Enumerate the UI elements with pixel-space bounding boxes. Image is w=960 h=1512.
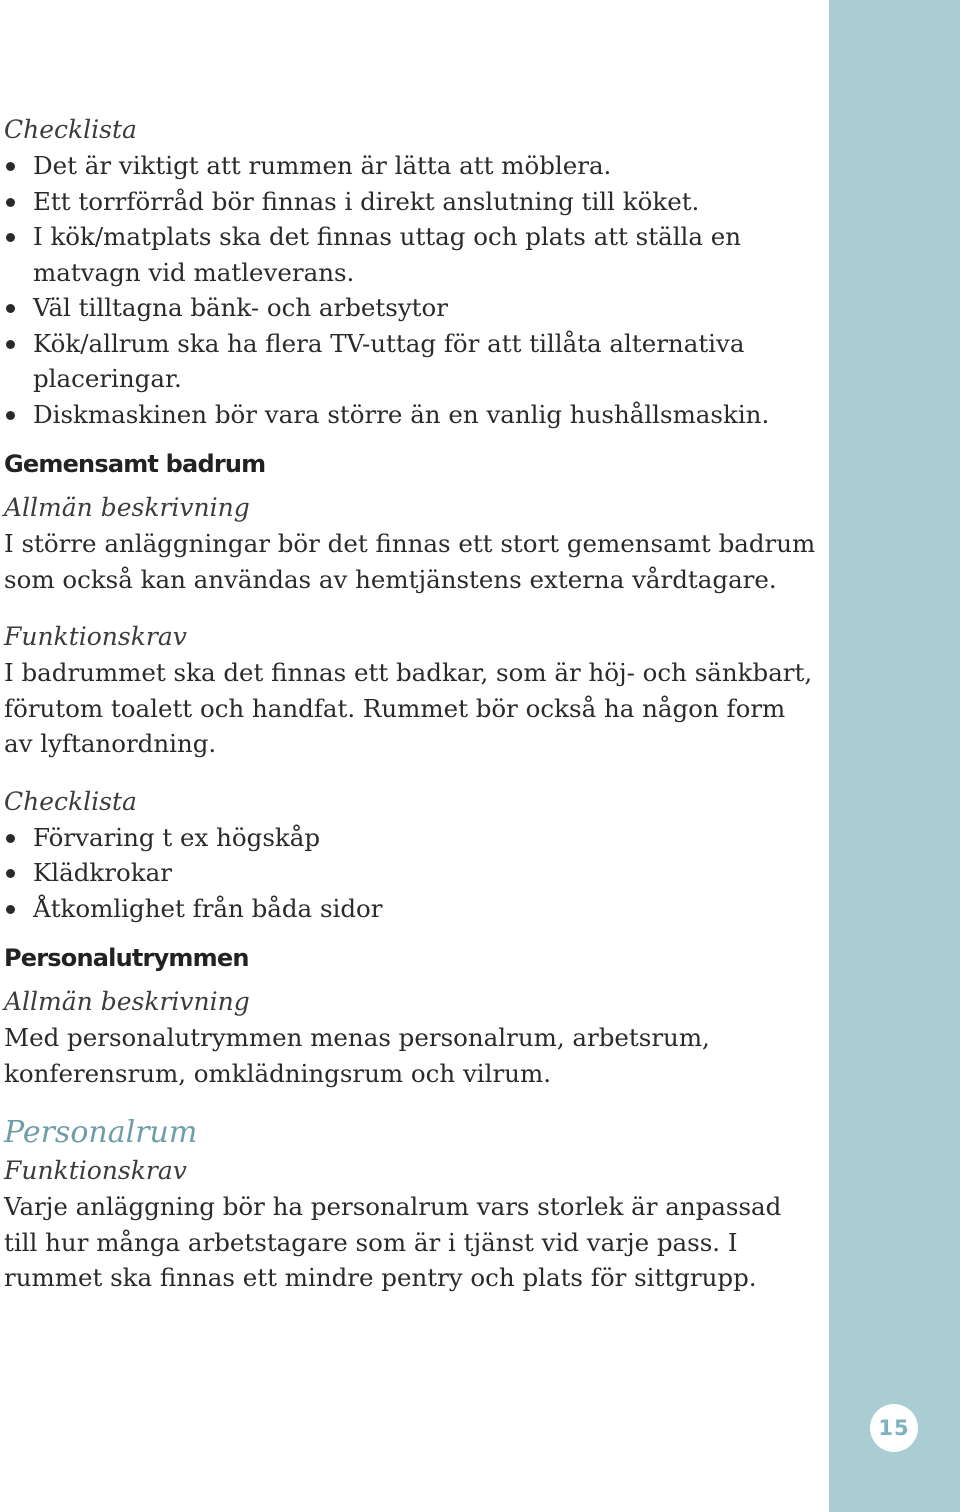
- staff-description-text: Med personalutrymmen menas personalrum, arbetsrum, konferensrum, omklädningsrum och vilrum.: [4, 1023, 710, 1088]
- list-item: Väl tilltagna bänk- och arbetsytor: [4, 290, 819, 326]
- list-item: I kök/matplats ska det finnas uttag och plats att ställa en matvagn vid matleverans.: [4, 219, 819, 290]
- page-number: 15: [878, 1416, 910, 1440]
- list-item: Ett torrförråd bör finnas i direkt anslutning till köket.: [4, 184, 819, 220]
- bullet-icon: [6, 198, 15, 207]
- staff-requirements-text: Varje anläggning bör ha personalrum vars storlek är anpassad till hur många arbetstagare som är i tjänst vid varje pass. I rummet ska finnas ett mindre pentry och plats för sittgrupp.: [4, 1192, 782, 1292]
- list-item: Diskmaskinen bör vara större än en vanlig hushållsmaskin.: [4, 397, 819, 433]
- bullet-icon: [6, 411, 15, 420]
- kitchen-checklist: [4, 148, 819, 432]
- staff-room-subheading: Personalrum: [4, 1115, 198, 1150]
- kitchen-checklist-label: Checklista: [4, 115, 137, 144]
- bathroom-requirements-text: I badrummet ska det finnas ett badkar, som är höj- och sänkbart, förutom toalett och handfat. Rummet bör också ha någon form av lyftanordning.: [4, 658, 813, 758]
- bullet-icon: [6, 869, 15, 878]
- bullet-icon: [6, 233, 15, 242]
- staff-heading: Personalutrymmen: [4, 944, 249, 972]
- list-item: Klädkrokar: [4, 855, 819, 891]
- bullet-icon: [6, 340, 15, 349]
- bullet-icon: [6, 304, 15, 313]
- bullet-icon: [6, 905, 15, 914]
- bathroom-requirements-label: Funktionskrav: [4, 622, 187, 651]
- staff-description-label: Allmän beskrivning: [4, 987, 250, 1016]
- staff-requirements-label: Funktionskrav: [4, 1156, 187, 1185]
- bathroom-checklist-label: Checklista: [4, 786, 137, 816]
- sidebar-band: [829, 0, 960, 1512]
- bathroom-description-text: I större anläggningar bör det finnas ett stort gemensamt badrum som också kan användas av hemtjänstens externa vårdtagare.: [4, 529, 816, 594]
- bathroom-heading: Gemensamt badrum: [4, 450, 266, 478]
- page-number-badge: [870, 1404, 918, 1452]
- bathroom-description-label: Allmän beskrivning: [4, 493, 250, 522]
- list-item: Det är viktigt att rummen är lätta att möblera.: [4, 148, 819, 184]
- bullet-icon: [6, 162, 15, 171]
- list-item: Åtkomlighet från båda sidor: [4, 891, 819, 927]
- bathroom-checklist: [4, 820, 819, 927]
- list-item: Kök/allrum ska ha flera TV-uttag för att tillåta alternativa placeringar.: [4, 326, 819, 397]
- bullet-icon: [6, 834, 15, 843]
- page-content: [4, 112, 819, 1296]
- list-item: Förvaring t ex högskåp: [4, 820, 819, 856]
